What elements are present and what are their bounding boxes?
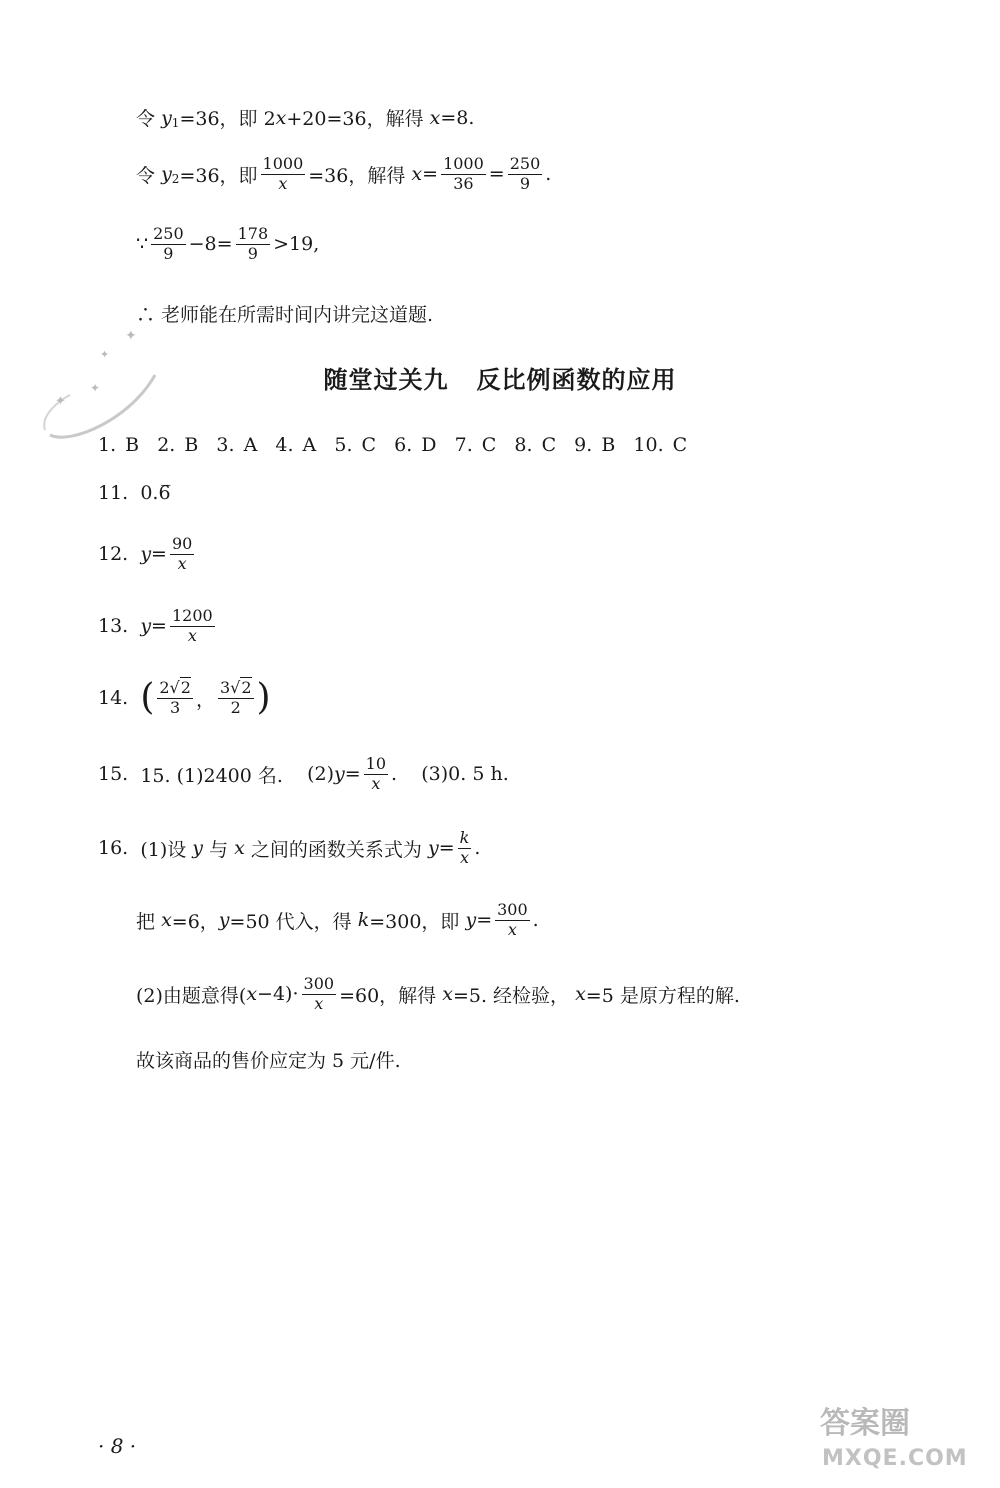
text: =36，即 2 [179, 108, 276, 130]
text: ∴ 老师能在所需时间内讲完这道题. [136, 304, 434, 326]
var-y: y [465, 909, 477, 932]
fraction [151, 226, 186, 263]
fraction [302, 976, 337, 1013]
var-x: x [246, 983, 258, 1006]
page-number: · 8 · [98, 1434, 137, 1458]
numerator: 10 [365, 754, 387, 773]
numerator: 3√2 [219, 678, 252, 697]
close-paren: ) [256, 677, 271, 719]
var-x: x [442, 983, 453, 1006]
text: −4)· [257, 983, 299, 1006]
numerator: 1000 [443, 154, 484, 173]
fraction [218, 680, 254, 717]
watermark-logo: 答案圈 [820, 1406, 910, 1441]
svg-text:✦: ✦ [90, 381, 101, 395]
coefficient: 3 [219, 678, 231, 697]
var-y: y [140, 543, 152, 566]
text: . [545, 163, 552, 186]
denominator: 9 [247, 243, 258, 263]
var-y: y [161, 106, 172, 129]
text: = [151, 543, 167, 566]
denominator: 9 [163, 243, 174, 263]
text: = [438, 837, 455, 860]
text: =5. 经检验， [452, 984, 570, 1007]
numerator: 1000 [262, 154, 304, 173]
text: =8. [440, 106, 475, 129]
text: −8= [188, 233, 233, 256]
var-y: y [334, 763, 345, 786]
answer-16-line-1 [98, 830, 480, 867]
answer-16-line-3 [136, 976, 740, 1013]
text: (2) [307, 763, 335, 786]
text: = [422, 163, 439, 186]
answer-16-line-4 [136, 1046, 401, 1073]
denominator: 2 [230, 697, 241, 717]
text: (1)设 [140, 838, 187, 861]
text: 令 [136, 164, 156, 187]
numerator: 90 [171, 534, 193, 553]
fraction [458, 830, 472, 867]
svg-text:✦: ✦ [55, 394, 66, 409]
solution-line-3 [136, 226, 319, 263]
section-title [0, 360, 1000, 395]
numerator: 250 [509, 154, 541, 173]
text: =60，解得 [339, 984, 437, 1007]
var-x: x [575, 983, 586, 1006]
denominator: x [314, 993, 324, 1013]
text: =300，即 [369, 910, 460, 933]
text: ， [195, 688, 215, 711]
fraction [441, 156, 486, 193]
text: =50 代入，得 [229, 910, 352, 933]
fraction [495, 902, 530, 939]
text: 把 [136, 910, 156, 933]
var-y: y [192, 837, 204, 860]
numerator: 1200 [171, 606, 213, 625]
choice-answers [98, 434, 687, 456]
answer-16-line-2 [136, 902, 539, 939]
fraction [508, 156, 543, 193]
answer-text: 0.6̅ [140, 482, 171, 504]
text: =5 是原方程的解. [585, 984, 740, 1007]
answer-14 [98, 677, 271, 719]
numerator: 250 [153, 224, 184, 243]
solution-line-1 [136, 104, 474, 131]
var-y: y [427, 837, 439, 860]
text: . [391, 763, 398, 786]
numerator: k [459, 828, 470, 847]
watermark-url: MXQE.COM [822, 1446, 968, 1471]
fraction [364, 756, 388, 793]
text: . [474, 837, 481, 860]
text: 15. (1)2400 名. [140, 764, 283, 787]
var-x: x [429, 106, 441, 129]
text: 之间的函数关系式为 [250, 838, 422, 861]
subscript: 1 [171, 115, 180, 130]
denominator: x [177, 553, 187, 573]
text: =36，即 [179, 164, 258, 187]
radicand: 2 [180, 678, 191, 697]
fraction [170, 608, 215, 645]
text: >19, [273, 233, 320, 256]
text: 故该商品的售价应定为 5 元/件. [136, 1050, 401, 1072]
var-x: x [161, 909, 172, 932]
svg-text:✦: ✦ [125, 328, 137, 344]
conclusion-line [136, 300, 433, 327]
denominator: x [459, 847, 469, 867]
title-part-2: 反比例函数的应用 [476, 366, 677, 394]
fraction [157, 680, 193, 717]
numerator: 300 [497, 900, 528, 919]
denominator: 36 [453, 173, 474, 193]
question-number: 14. [98, 687, 129, 710]
var-y: y [218, 909, 230, 932]
question-number: 11. [98, 482, 129, 504]
question-number: 16. [98, 837, 129, 860]
text: (3)0. 5 h. [421, 763, 509, 786]
denominator: x [371, 773, 381, 793]
answer-13 [98, 608, 218, 645]
text: +20=36，解得 [286, 108, 424, 130]
radicand: 2 [241, 678, 252, 697]
subscript: 2 [171, 172, 180, 187]
denominator: 3 [170, 697, 181, 717]
fraction [236, 226, 271, 263]
text: = [344, 763, 361, 786]
svg-text:✦: ✦ [100, 348, 110, 361]
answer-12 [98, 536, 197, 573]
title-part-1: 随堂过关九 [323, 366, 449, 394]
var-k: k [357, 909, 370, 932]
var-y: y [161, 163, 172, 186]
text: = [488, 163, 505, 186]
answer-15 [98, 756, 509, 793]
fraction [261, 156, 306, 193]
question-number: 15. [98, 763, 129, 786]
question-number: 12. [98, 543, 129, 566]
because-symbol: ∵ [136, 233, 149, 256]
var-y: y [140, 615, 152, 638]
answers-text: 1. B 2. B 3. A 4. A 5. C 6. D 7. C 8. C 9. B 10. C [98, 434, 688, 456]
answer-11 [98, 482, 171, 504]
numerator: 2√2 [159, 678, 191, 697]
question-number: 13. [98, 615, 129, 638]
var-x: x [234, 837, 245, 860]
denominator: 9 [519, 173, 531, 193]
numerator: 178 [237, 224, 269, 243]
denominator: x [278, 173, 288, 193]
denominator: x [507, 919, 517, 939]
open-paren: ( [140, 677, 155, 719]
text: . [532, 909, 539, 932]
text: = [476, 909, 493, 932]
solution-line-2 [136, 156, 551, 193]
fraction [170, 536, 194, 573]
coefficient: 2 [159, 678, 170, 697]
var-x: x [275, 106, 287, 129]
text: =36，解得 [308, 164, 406, 187]
numerator: 300 [303, 974, 335, 993]
text: = [151, 615, 167, 638]
denominator: x [187, 625, 197, 645]
text: =6， [171, 910, 219, 933]
text: 令 [136, 108, 156, 130]
text: 与 [209, 838, 229, 861]
var-x: x [411, 163, 423, 186]
text: (2)由题意得( [136, 984, 247, 1007]
